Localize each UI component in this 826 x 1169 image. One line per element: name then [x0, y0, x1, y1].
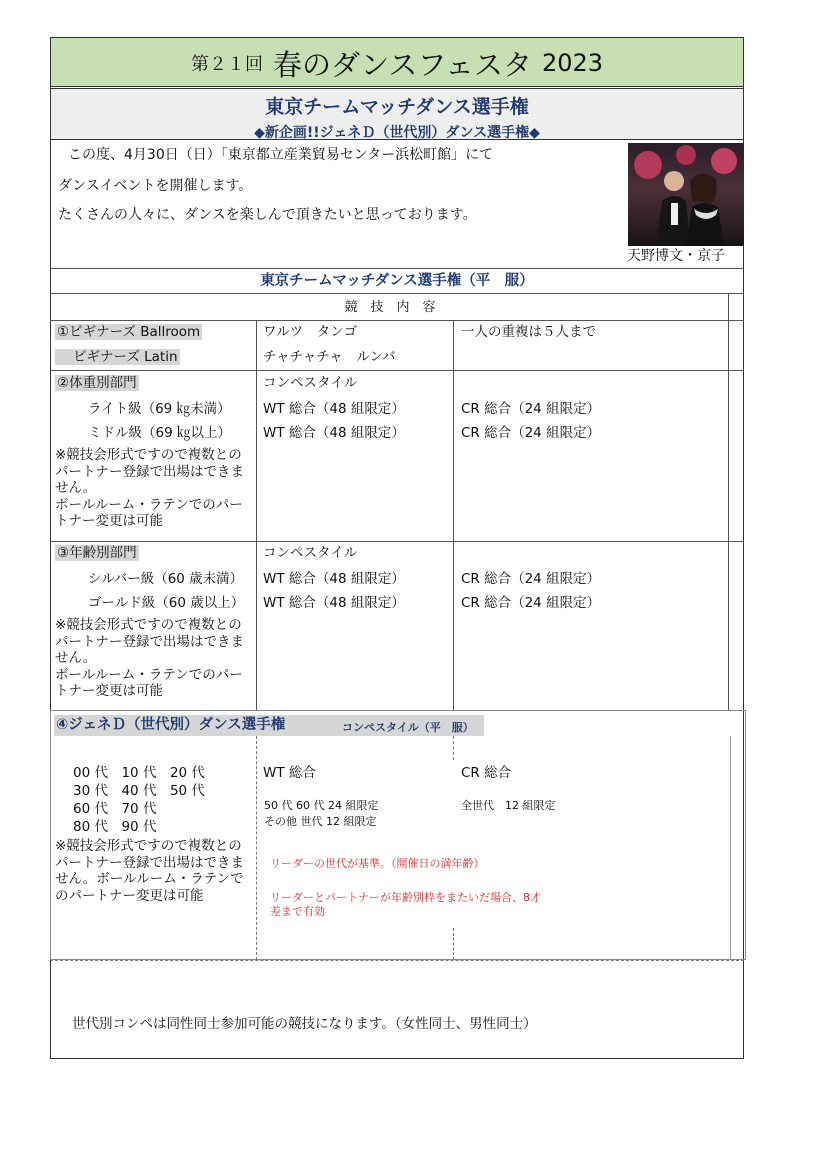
title-year: 2023 [541, 49, 604, 77]
r2-c3: CR 総合（24 組限定） [461, 425, 601, 441]
section-title: 東京チームマッチダンス選手権（平 服） [260, 273, 534, 289]
r2-b3: WT 総合（48 組限定） [263, 425, 405, 441]
r4-ages-4: 80 代 90 代 [73, 819, 157, 835]
content-header: 競 技 内 容 [344, 300, 436, 315]
title-prefix: 第２１回 [190, 54, 263, 75]
r4-red-3: 差まで有効 [270, 905, 325, 918]
r4-b3: その他 世代 12 組限定 [264, 815, 377, 828]
page-title [51, 38, 743, 88]
r4-ages-2: 30 代 40 代 50 代 [73, 783, 205, 799]
r4-b2: 50 代 60 代 24 組限定 [264, 799, 379, 812]
r3-a2: シルバー級（60 歳未満） [88, 571, 244, 587]
r4-title: ④ジェネＤ（世代別）ダンス選手権 [56, 717, 286, 733]
r4-note: ※競技会形式ですので複数とのパートナー登録で出場はできません。ボールルーム・ラテンでのパートナー変更は可能 [55, 838, 244, 904]
r3-c3: CR 総合（24 組限定） [461, 595, 601, 611]
r1-a2: ビギナーズ Latin [55, 349, 180, 366]
couple-photo [628, 143, 744, 246]
r4-c1: CR 総合 [461, 765, 512, 781]
r4-ages-1: 00 代 10 代 20 代 [73, 765, 205, 781]
r1-c1: 一人の重複は５人まで [461, 324, 596, 340]
photo-caption: 天野博文・京子 [627, 248, 725, 264]
r1-a1: ①ビギナーズ Ballroom [57, 324, 201, 340]
r3-a3: ゴールド級（60 歳以上） [88, 595, 245, 611]
r2-note: ※競技会形式ですので複数とのパートナー登録で出場はできません。 ボールルーム・ラテンでのパートナー変更は可能 [55, 447, 244, 529]
intro-line-2: ダンスイベントを開催します。 [58, 178, 253, 194]
r3-b2: WT 総合（48 組限定） [263, 571, 405, 587]
r2-a1: ②体重別部門 [57, 375, 137, 391]
r3-note: ※競技会形式ですので複数とのパートナー登録で出場はできません。 ボールルーム・ラテンでのパートナー変更は可能 [55, 617, 244, 699]
r2-c2: CR 総合（24 組限定） [461, 401, 601, 417]
title-banner [50, 37, 744, 87]
r2-a2: ライト級（69 ㎏未満） [88, 401, 231, 417]
r2-b1: コンペスタイル [263, 375, 358, 391]
title-main: 春のダンスフェスタ [272, 47, 532, 82]
intro-line-3: たくさんの人々に、ダンスを楽しんで頂きたいと思っております。 [58, 207, 477, 223]
r4-c2: 全世代 12 組限定 [461, 799, 556, 812]
r1-b2: チャチャチャ ルンバ [263, 349, 396, 365]
r3-c2: CR 総合（24 組限定） [461, 571, 601, 587]
r3-a1: ③年齢別部門 [57, 545, 137, 561]
r4-ages-3: 60 代 70 代 [73, 801, 157, 817]
intro-line-1: この度、4月30日（日）「東京都立産業貿易センター浜松町館」にて [68, 147, 494, 163]
r2-b2: WT 総合（48 組限定） [263, 401, 405, 417]
r4-title-small: コンペスタイル（平 服） [342, 721, 474, 734]
r4-red-2: リーダーとパートナーが年齢別枠をまたいだ場合、8才 [270, 891, 541, 904]
subtitle: 東京チームマッチダンス選手権 [265, 96, 529, 118]
r4-b1: WT 総合 [263, 765, 316, 781]
subtitle-banner [50, 88, 744, 140]
footer-note: 世代別コンペは同性同士参加可能の競技になります。（女性同士、男性同士） [72, 1016, 537, 1032]
r3-b1: コンペスタイル [263, 545, 358, 561]
r4-red-1: リーダーの世代が基準。（開催日の満年齢） [270, 857, 485, 870]
r2-a3: ミドル級（69 ㎏以上） [88, 425, 231, 441]
r1-b1: ワルツ タンゴ [263, 324, 358, 340]
subtitle-2: ◆新企画!!ジェネＤ（世代別）ダンス選手権◆ [254, 125, 540, 141]
r3-b3: WT 総合（48 組限定） [263, 595, 405, 611]
